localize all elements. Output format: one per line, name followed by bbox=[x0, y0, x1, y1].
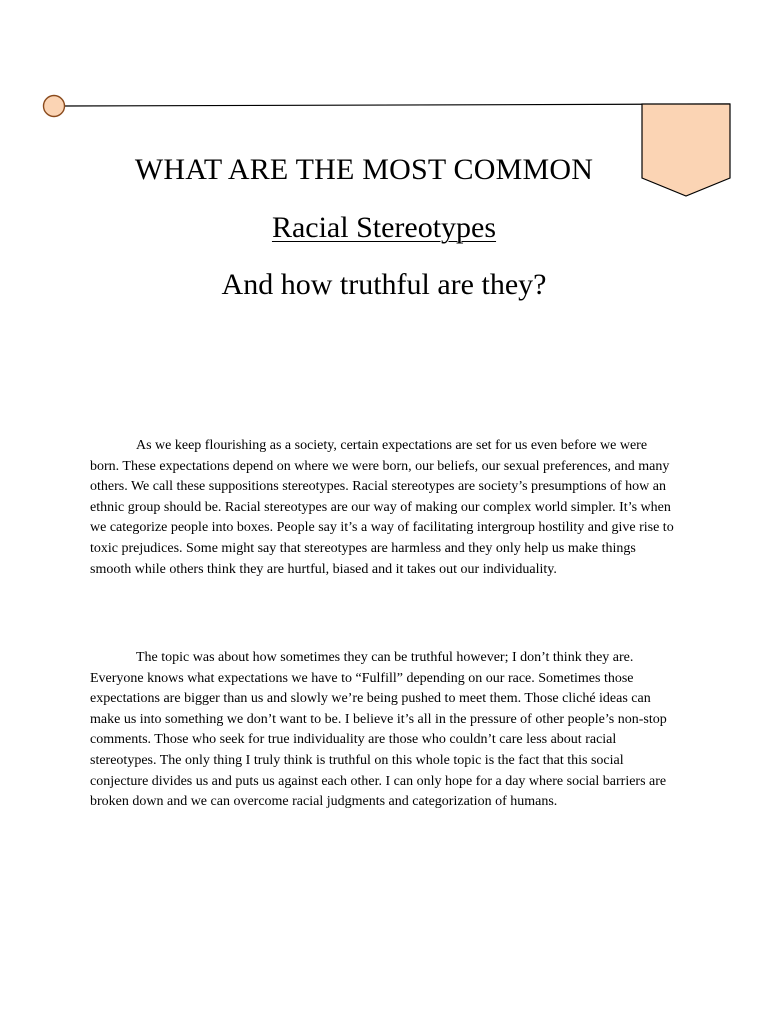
header-rule bbox=[64, 104, 730, 106]
body-paragraph-1: As we keep flourishing as a society, certain expectations are set for us even before we were born. These expectations depend on where we were born, our beliefs, our sexual preferences, and many others. We call these suppositions stereotypes. Racial stereotypes are society’s presumptions of how an ethnic group should be. Racial stereotypes are our way of making our complex world simpler. It’s when we categorize people into boxes. People say it’s a way of facilitating intergroup hostility and give rise to toxic prejudices. Some might say that stereotypes are harmless and they only help us make things smooth while others think they are hurtful, biased and it takes out our individuality. bbox=[90, 438, 674, 577]
document-tagline: And how truthful are they? bbox=[221, 268, 547, 301]
document-title: WHAT ARE THE MOST COMMON bbox=[134, 153, 594, 186]
document-subtitle: Racial Stereotypes bbox=[271, 211, 497, 244]
header-dot-icon bbox=[44, 96, 65, 117]
body-paragraph-2: The topic was about how sometimes they can be truthful however; I don’t think they are. Everyone knows what expectations we have to “Fulfill” depending on our race. Sometimes those expectations are bigger than us and slowly we’re being pushed to meet them. Those cliché ideas can make us into something we don’t want to be. I believe it’s all in the pressure of other people’s non-stop comments. Those who seek for true individuality are those who couldn’t care less about racial stereotypes. The only thing I truly think is truthful on this whole topic is the fact that this social conjecture divides us and puts us against each other. I can only hope for a day where social barriers are broken down and we can overcome racial judgments and categorization of humans. bbox=[90, 650, 667, 810]
header-decoration bbox=[0, 0, 768, 220]
